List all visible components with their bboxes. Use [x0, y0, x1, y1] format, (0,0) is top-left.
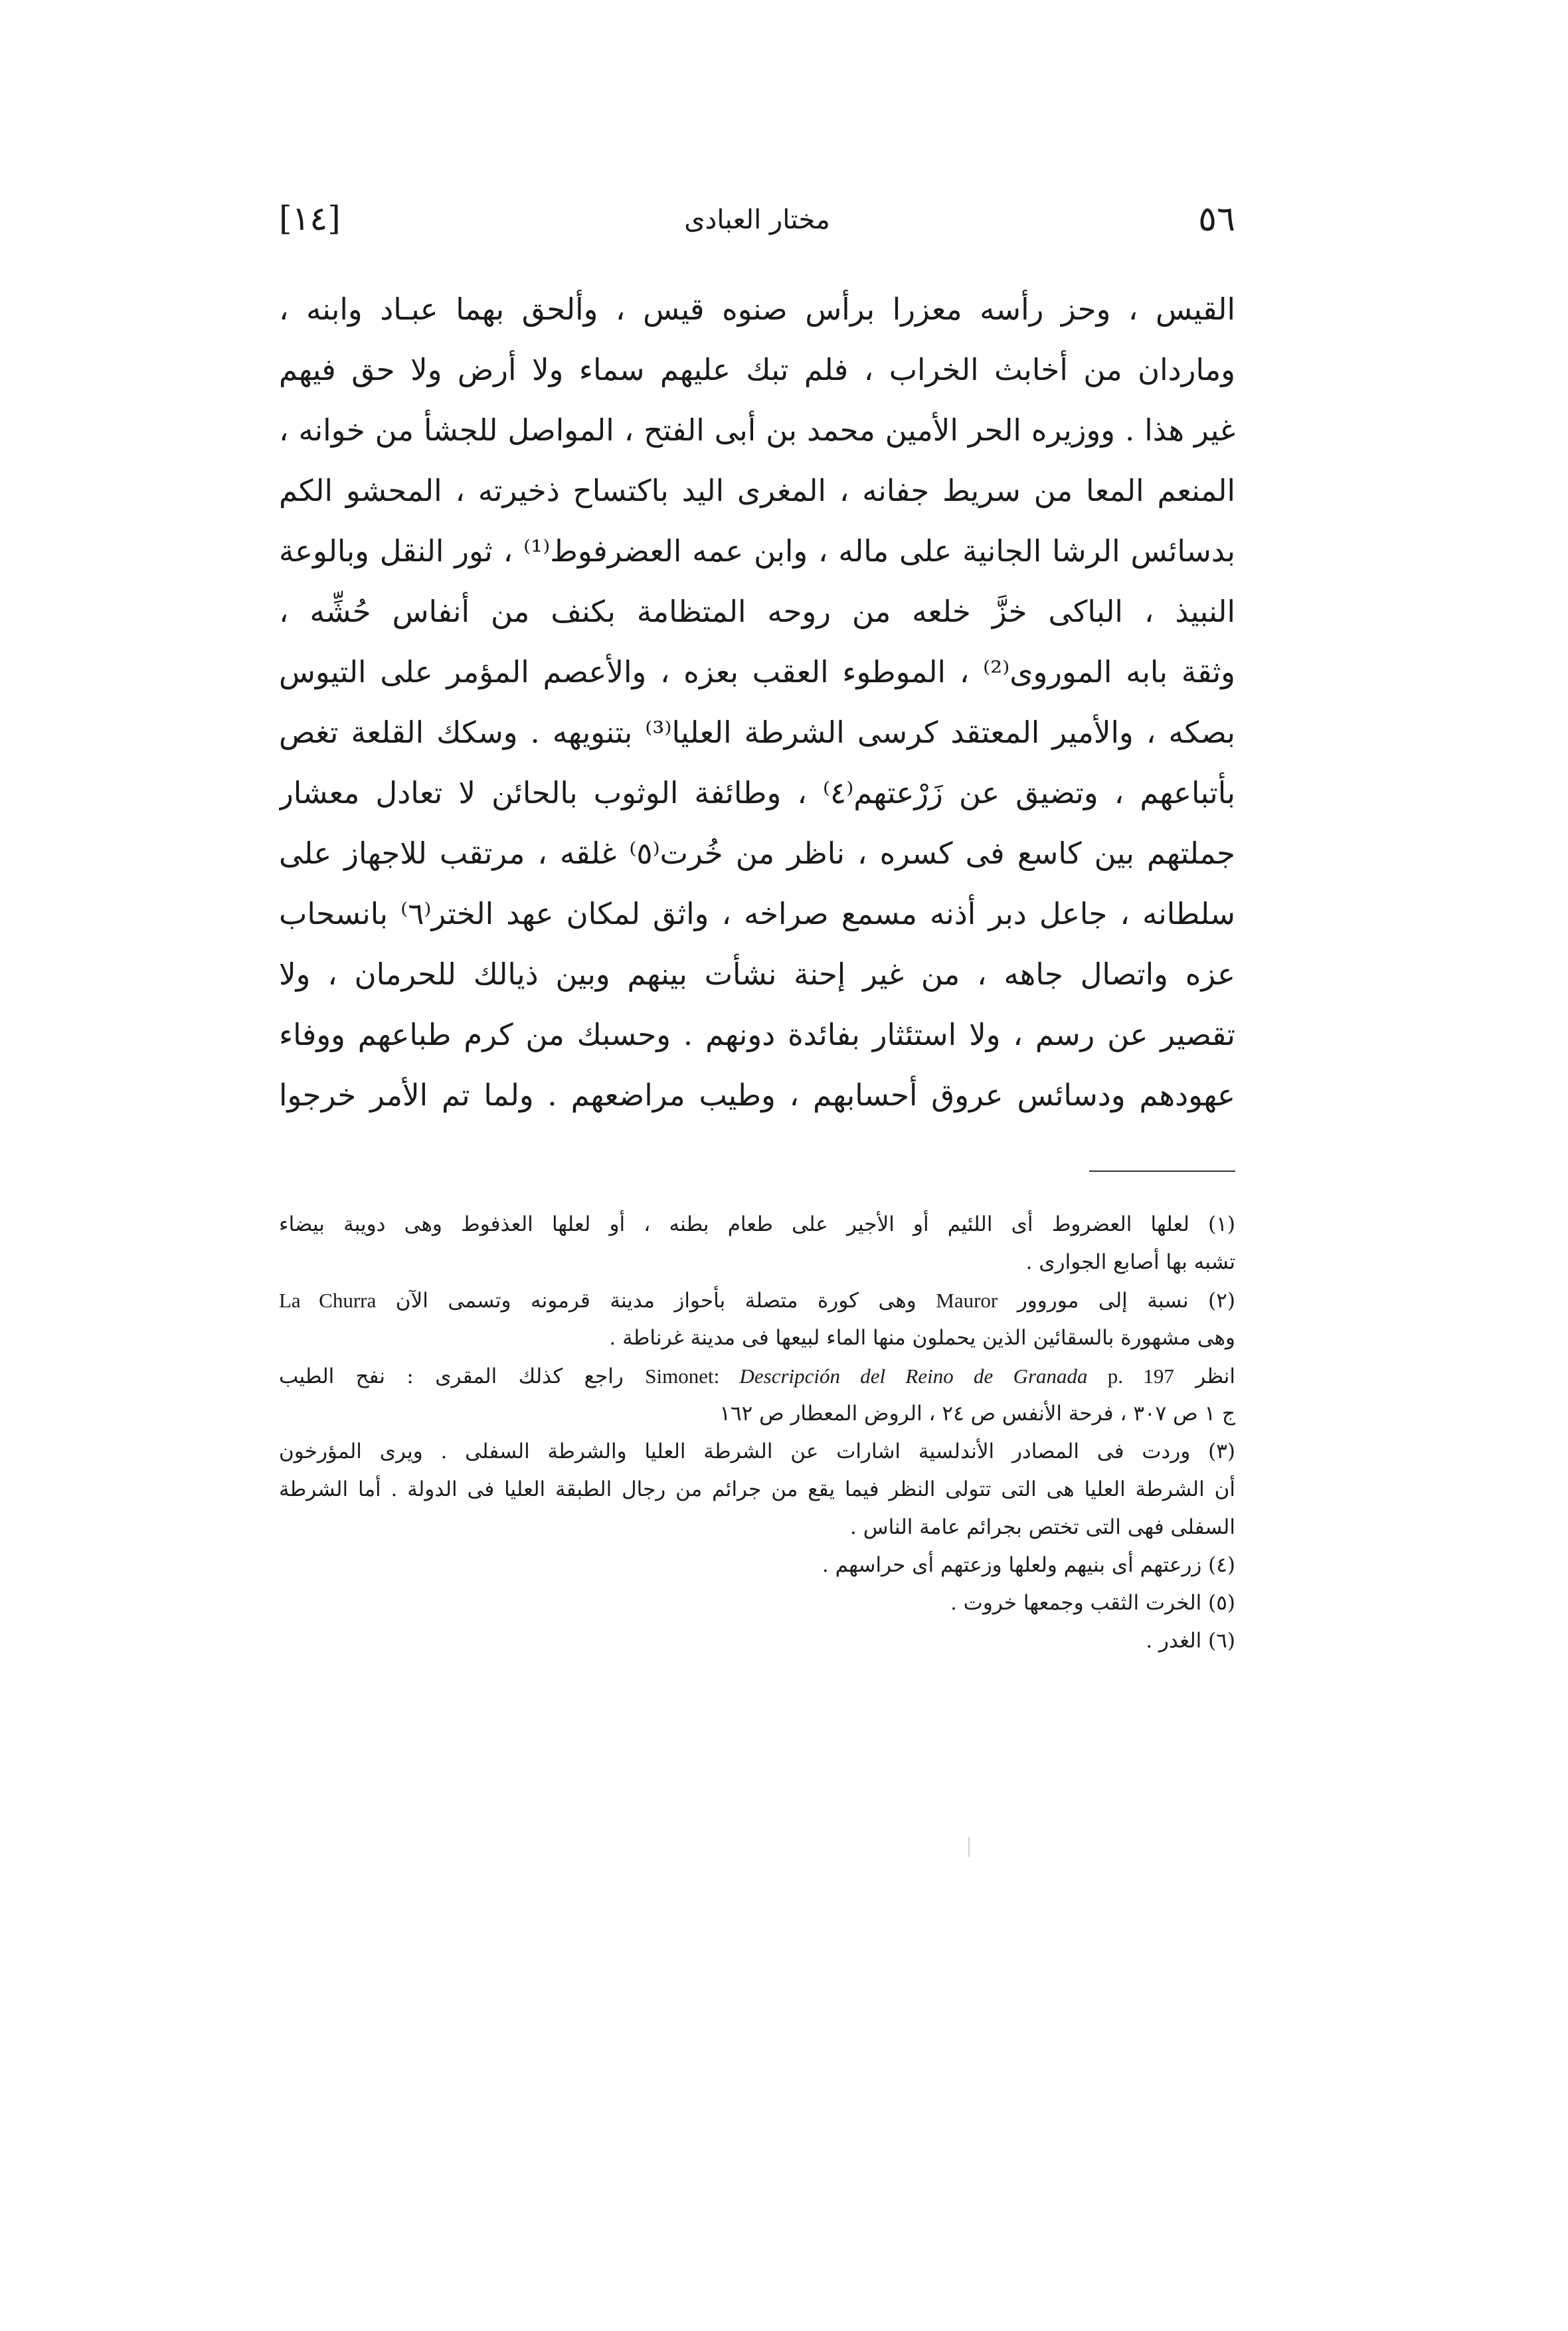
footnote-2-latin-modern-name: La Churra: [279, 1289, 377, 1312]
text-line: بأتباعهم ، وتضيق عن زَرْعتهم⁽٤⁾ ، وطائفة الوثوب بالحائن لا تعادل معشار: [279, 775, 1235, 810]
text-line: عهودهم ودسائس عروق أحسابهم ، وطيب مراضعهم . ولما تم الأمر خرجوا: [279, 1077, 1235, 1113]
text-line: تقصير عن رسم ، ولا استئثار بفائدة دونهم . وحسبك من كرم طباعهم ووفاء: [279, 1017, 1235, 1052]
footnote-4: (٤) زرعتهم أى بنيهم ولعلها وزعتهم أى حراسهم .: [822, 1553, 1235, 1577]
footnote-2-reference: [279, 1357, 1235, 1395]
footnote-2-see: انظر: [1195, 1364, 1235, 1388]
footnote-5: (٥) الخرت الثقب وجمعها خروت .: [950, 1591, 1235, 1615]
footnote-2-latin-place: Mauror: [936, 1289, 998, 1312]
scan-artifact: [968, 1837, 970, 1857]
page-header: [279, 199, 1235, 259]
footnote-separator: [1089, 1170, 1235, 1172]
section-number: [١٤]: [279, 199, 341, 238]
footnote-2-sources: ج ١ ص ٣٠٧ ، فرحة الأنفس ص ٢٤ ، الروض المعطار ص ١٦٢: [719, 1402, 1235, 1426]
text-line: النبيذ ، الباكى خزَّ خلعه من روحه المتظامة بكنف من أنفاس حُشِّه ،: [279, 594, 1235, 629]
text-line: وثقة بابه الموروى⁽²⁾ ، الموطوء العقب بعزه ، والأعصم المؤمر على التيوس: [279, 654, 1235, 690]
page-number: ٥٦: [1198, 199, 1235, 239]
text-line: القيس ، وحز رأسه معزرا برأس صنوه قيس ، وألحق بهما عبـاد وابنه ،: [279, 292, 1235, 327]
text-line: المنعم المعا من سريط جفانه ، المغرى اليد باكتساح ذخيرته ، المحشو الكم: [279, 473, 1235, 508]
footnotes: [279, 1206, 1235, 1660]
footnote-1: (١) لعلها العضروط أى اللئيم أو الأجير على طعام بطنه ، أو لعلها العذفوط وهى دويبة بيضاء: [279, 1212, 1235, 1236]
footnote-2-text-mid: وهى كورة متصلة بأحواز مدينة قرمونه وتسمى الآن: [395, 1289, 916, 1313]
footnote-2: [279, 1281, 1235, 1319]
footnote-2-text: (٢) نسبة إلى موروور: [1017, 1289, 1235, 1313]
reference-title: Descripción del Reino de Granada: [739, 1364, 1088, 1388]
text-line: سلطانه ، جاعل دبر أذنه مسمع صراخه ، واثق لمكان عهد الختر⁽٦⁾ بانسحاب: [279, 896, 1235, 931]
text-line: وماردان من أخابث الخراب ، فلم تبك عليهم سماء ولا أرض ولا حق فيهم: [279, 352, 1235, 387]
text-line: غير هذا . ووزيره الحر الأمين محمد بن أبى الفتح ، المواصل للجشأ من خوانه ،: [279, 413, 1235, 448]
reference-author: Simonet:: [645, 1364, 720, 1388]
text-line: عزه واتصال جاهه ، من غير إحنة نشأت بينهم وبين ذيالك للحرمان ، ولا: [279, 957, 1235, 992]
footnote-2-reference-latin: [645, 1364, 1174, 1388]
footnote-3-end: السفلى فهى التى تختص بجرائم عامة الناس .: [850, 1515, 1235, 1539]
text-line: بصكه ، والأمير المعتقد كرسى الشرطة العليا⁽³⁾ بتنويهه . وسكك القلعة تغص: [279, 715, 1235, 750]
footnote-3-continued: أن الشرطة العليا هى التى تتولى النظر فيما يقع من جرائم من رجال الطبقة العليا فى الدولة . أما الشرطة: [279, 1477, 1235, 1501]
footnote-2-continued: وهى مشهورة بالسقائين الذين يحملون منها الماء لبيعها فى مدينة غرناطة .: [609, 1326, 1235, 1350]
footnote-3: (٣) وردت فى المصادر الأندلسية اشارات عن الشرطة العليا والشرطة السفلى . ويرى المؤرخون: [279, 1440, 1235, 1463]
footnote-6: (٦) الغدر .: [1146, 1629, 1235, 1653]
text-line: جملتهم بين كاسع فى كسره ، ناظر من خُرت⁽٥⁾ غلقه ، مرتقب للاجهاز على: [279, 836, 1235, 871]
text-line: بدسائس الرشا الجانية على ماله ، وابن عمه العضرفوط⁽¹⁾ ، ثور النقل وبالوعة: [279, 533, 1235, 569]
reference-page: p. 197: [1107, 1364, 1174, 1388]
main-text: [279, 279, 1235, 1125]
footnote-1-continued: تشبه بها أصابع الجوارى .: [1025, 1250, 1235, 1274]
footnote-2-also: راجع كذلك المقرى : نفح الطيب: [279, 1364, 624, 1388]
running-title: مختار العبادى: [684, 205, 830, 235]
